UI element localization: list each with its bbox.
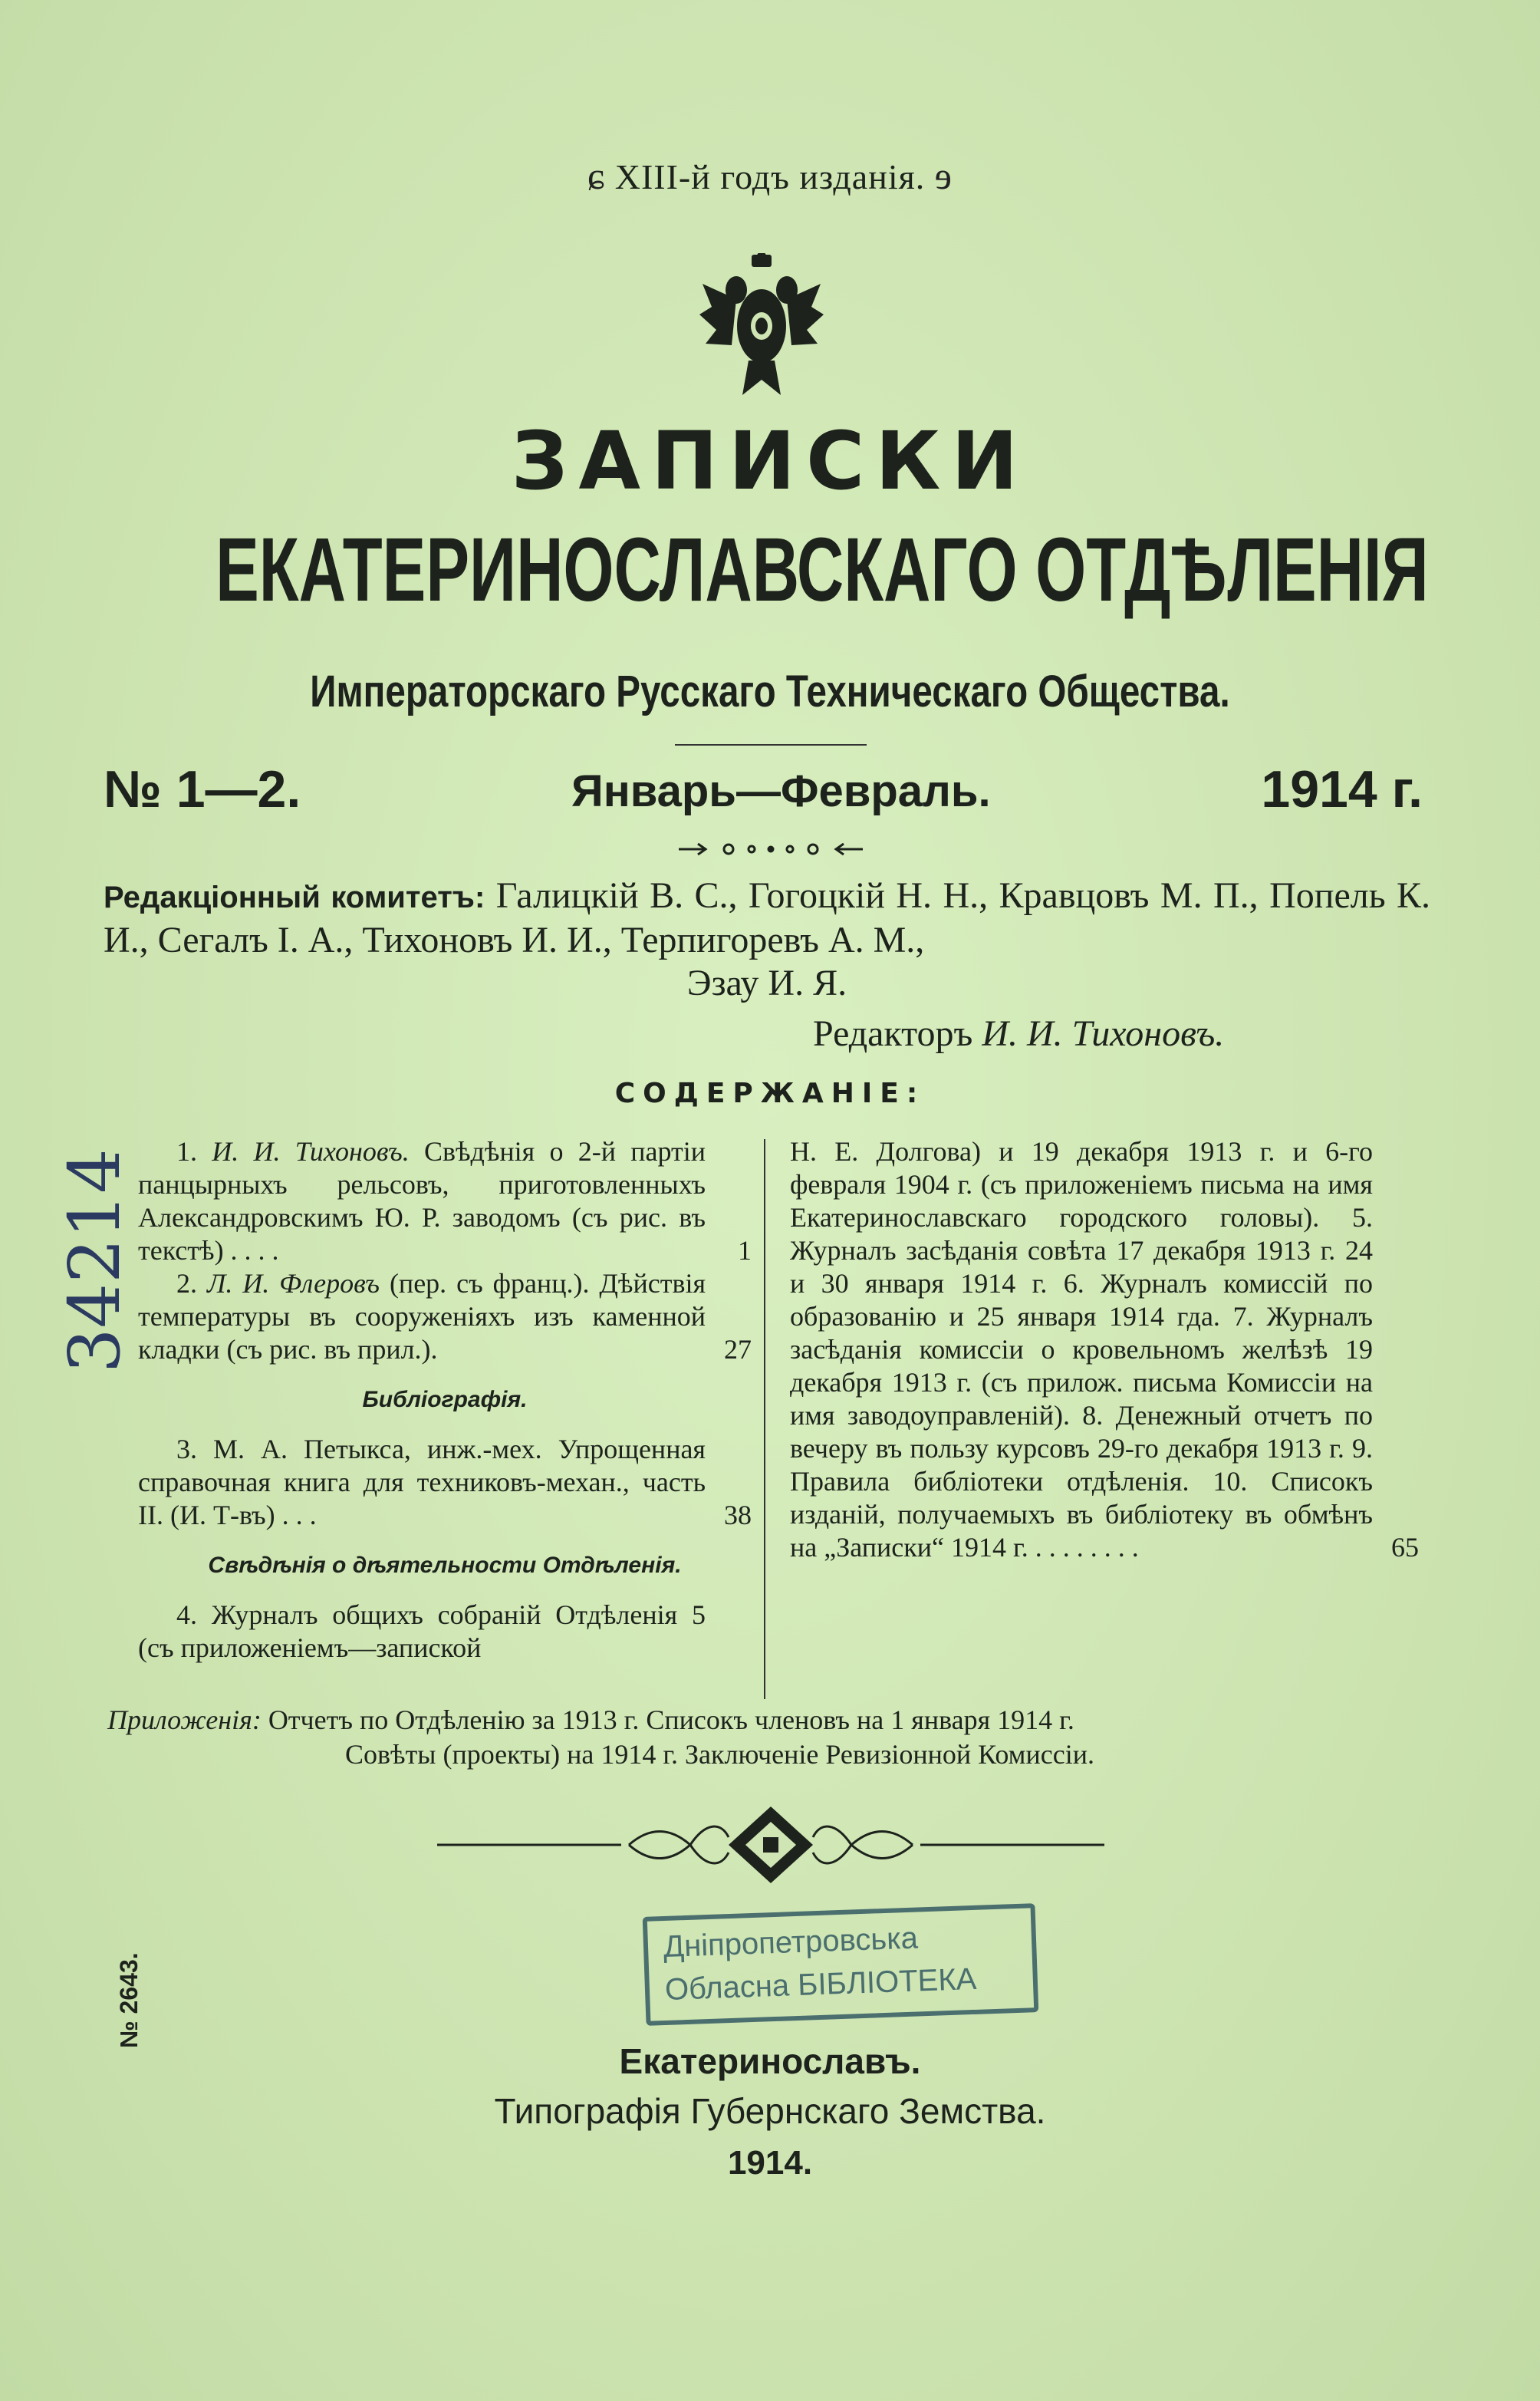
entry-text: М. А. Петыкса, инж.-мех. Упрощенная справочная книга для техниковъ-механ., часть II. (И. Т-въ) . . . (138, 1434, 706, 1530)
contents-entry-continued (790, 1135, 1419, 1564)
entry-text: Н. Е. Долгова) и 19 декабря 1913 г. и 6-го февраля 1904 г. (съ приложеніемъ письма на имя Екатеринославскаго городского головы). 5. Журналъ засѣданія совѣта 17 декабря 1913 г. 24 и 30 января 1914 г. 6. Журналъ комиссій по образованію и 25 января 1914 гда. 7. Журналъ засѣданія комиссіи о кровельномъ желѣзѣ 19 декабря 1913 г. (съ прилож. письма Комиссіи на имя заводоуправленій). 8. Денежный отчетъ по вечеру въ пользу курсовъ 29-го декабря 1913 г. 9. Правила библіотеки отдѣленія. 10. Списокъ изданій, получаемыхъ въ библіотеку въ обмѣнъ на „Записки“ 1914 г. . . . . . . . . (790, 1136, 1373, 1563)
stamp-line1: Дніпропетровська (663, 1921, 919, 1965)
edition-text: XIII-й годъ изданія. (614, 157, 926, 196)
left-curl-ornament: ɕ (587, 154, 606, 197)
double-headed-eagle-icon (696, 253, 827, 399)
issue-months: Январь—Февраль. (571, 766, 991, 816)
entry-author: Л. И. Флеровъ (206, 1268, 380, 1299)
decorative-ornament-icon (437, 1803, 1104, 1887)
issue-number: № 1—2. (104, 760, 301, 818)
journal-title: ЗАПИСКИ (511, 414, 1029, 508)
entry-text: Журналъ общихъ собраній Отдѣленія 5 (съ приложеніемъ—запиской (138, 1599, 706, 1663)
imprint-year: 1914. (727, 2144, 813, 2182)
divider-rule (675, 744, 867, 746)
editor-label: Редакторъ (813, 1013, 973, 1054)
imprint-city: Екатеринославъ. (619, 2041, 921, 2081)
stamp-line2: Обласна БІБЛІОТЕКА (664, 1961, 977, 2007)
entry-text: (пер. съ франц.). Дѣйствія температуры въ сооруженіяхъ изъ каменной кладки (съ рис. въ прил.). (138, 1268, 706, 1365)
entry-page: 65 (1391, 1532, 1419, 1563)
entry-number: 2. (176, 1268, 197, 1299)
society-name: Императорскаго Русскаго Техническаго Общества. (310, 667, 1230, 716)
entry-number: 1. (176, 1136, 197, 1167)
edition-line (0, 153, 1540, 198)
journal-subtitle: ЕКАТЕРИНОСЛАВСКАГО ОТДѢЛЕНІЯ (216, 519, 1429, 621)
entry-page: 38 (724, 1500, 752, 1530)
contents-right-column (790, 1135, 1419, 1564)
entry-page: 27 (724, 1334, 752, 1365)
contents-entry-1 (138, 1135, 752, 1267)
appendix-line2: Совѣты (проекты) на 1914 г. Заключеніе Ревизіонной Комиссіи. (345, 1739, 1094, 1770)
handwritten-inventory-number: 34214 (54, 1148, 136, 1373)
section-heading-bibliography: Библіографія. (362, 1387, 528, 1412)
issue-year: 1914 г. (1261, 760, 1423, 818)
appendix (107, 1703, 1434, 1772)
section-heading-activities: Свѣдѣнія о дѣятельности Отдѣленія. (208, 1553, 682, 1578)
entry-number: 4. (176, 1599, 197, 1630)
contents-left-column (138, 1135, 752, 1665)
contents-heading: СОДЕРЖАНІЕ: (614, 1078, 926, 1109)
contents-entry-4 (138, 1599, 752, 1665)
editorial-committee (104, 874, 1430, 1005)
right-curl-ornament: ɘ (934, 154, 953, 197)
small-ornament-icon (675, 838, 867, 861)
committee-label: Редакціонный комитетъ: (104, 881, 485, 914)
editor-line (813, 1013, 1224, 1055)
committee-members-line1: Галицкій В. С., Гогоцкій Н. Н., Кравцовъ М. П., (495, 875, 1259, 916)
column-divider (764, 1139, 765, 1699)
committee-members-line3: Эзау И. Я. (686, 963, 847, 1003)
catalog-number: № 2643. (115, 1952, 143, 2048)
entry-author: И. И. Тихоновъ. (212, 1136, 410, 1167)
imprint-printer: Типографія Губернскаго Земства. (494, 2091, 1046, 2131)
entry-number: 3. (176, 1434, 197, 1464)
entry-page: 1 (738, 1235, 752, 1266)
contents-entry-2 (138, 1267, 752, 1366)
library-stamp (643, 1903, 1039, 2026)
appendix-label: Приложенія: (107, 1704, 262, 1735)
contents-entry-3 (138, 1433, 752, 1532)
editor-name: И. И. Тихоновъ. (982, 1013, 1225, 1054)
appendix-line1: Отчетъ по Отдѣленію за 1913 г. Списокъ членовъ на 1 января 1914 г. (268, 1704, 1074, 1735)
entry-text: Свѣдѣнія о 2-й партіи панцырныхъ рельсовъ, приготовленныхъ Александровскимъ Ю. Р. заводомъ (съ рис. въ текстѣ) . . . . (138, 1136, 706, 1266)
committee-members-line2: Попель К. И., Сегалъ І. А., Тихоновъ И. И., Терпигоревъ А. М., (104, 875, 1431, 960)
